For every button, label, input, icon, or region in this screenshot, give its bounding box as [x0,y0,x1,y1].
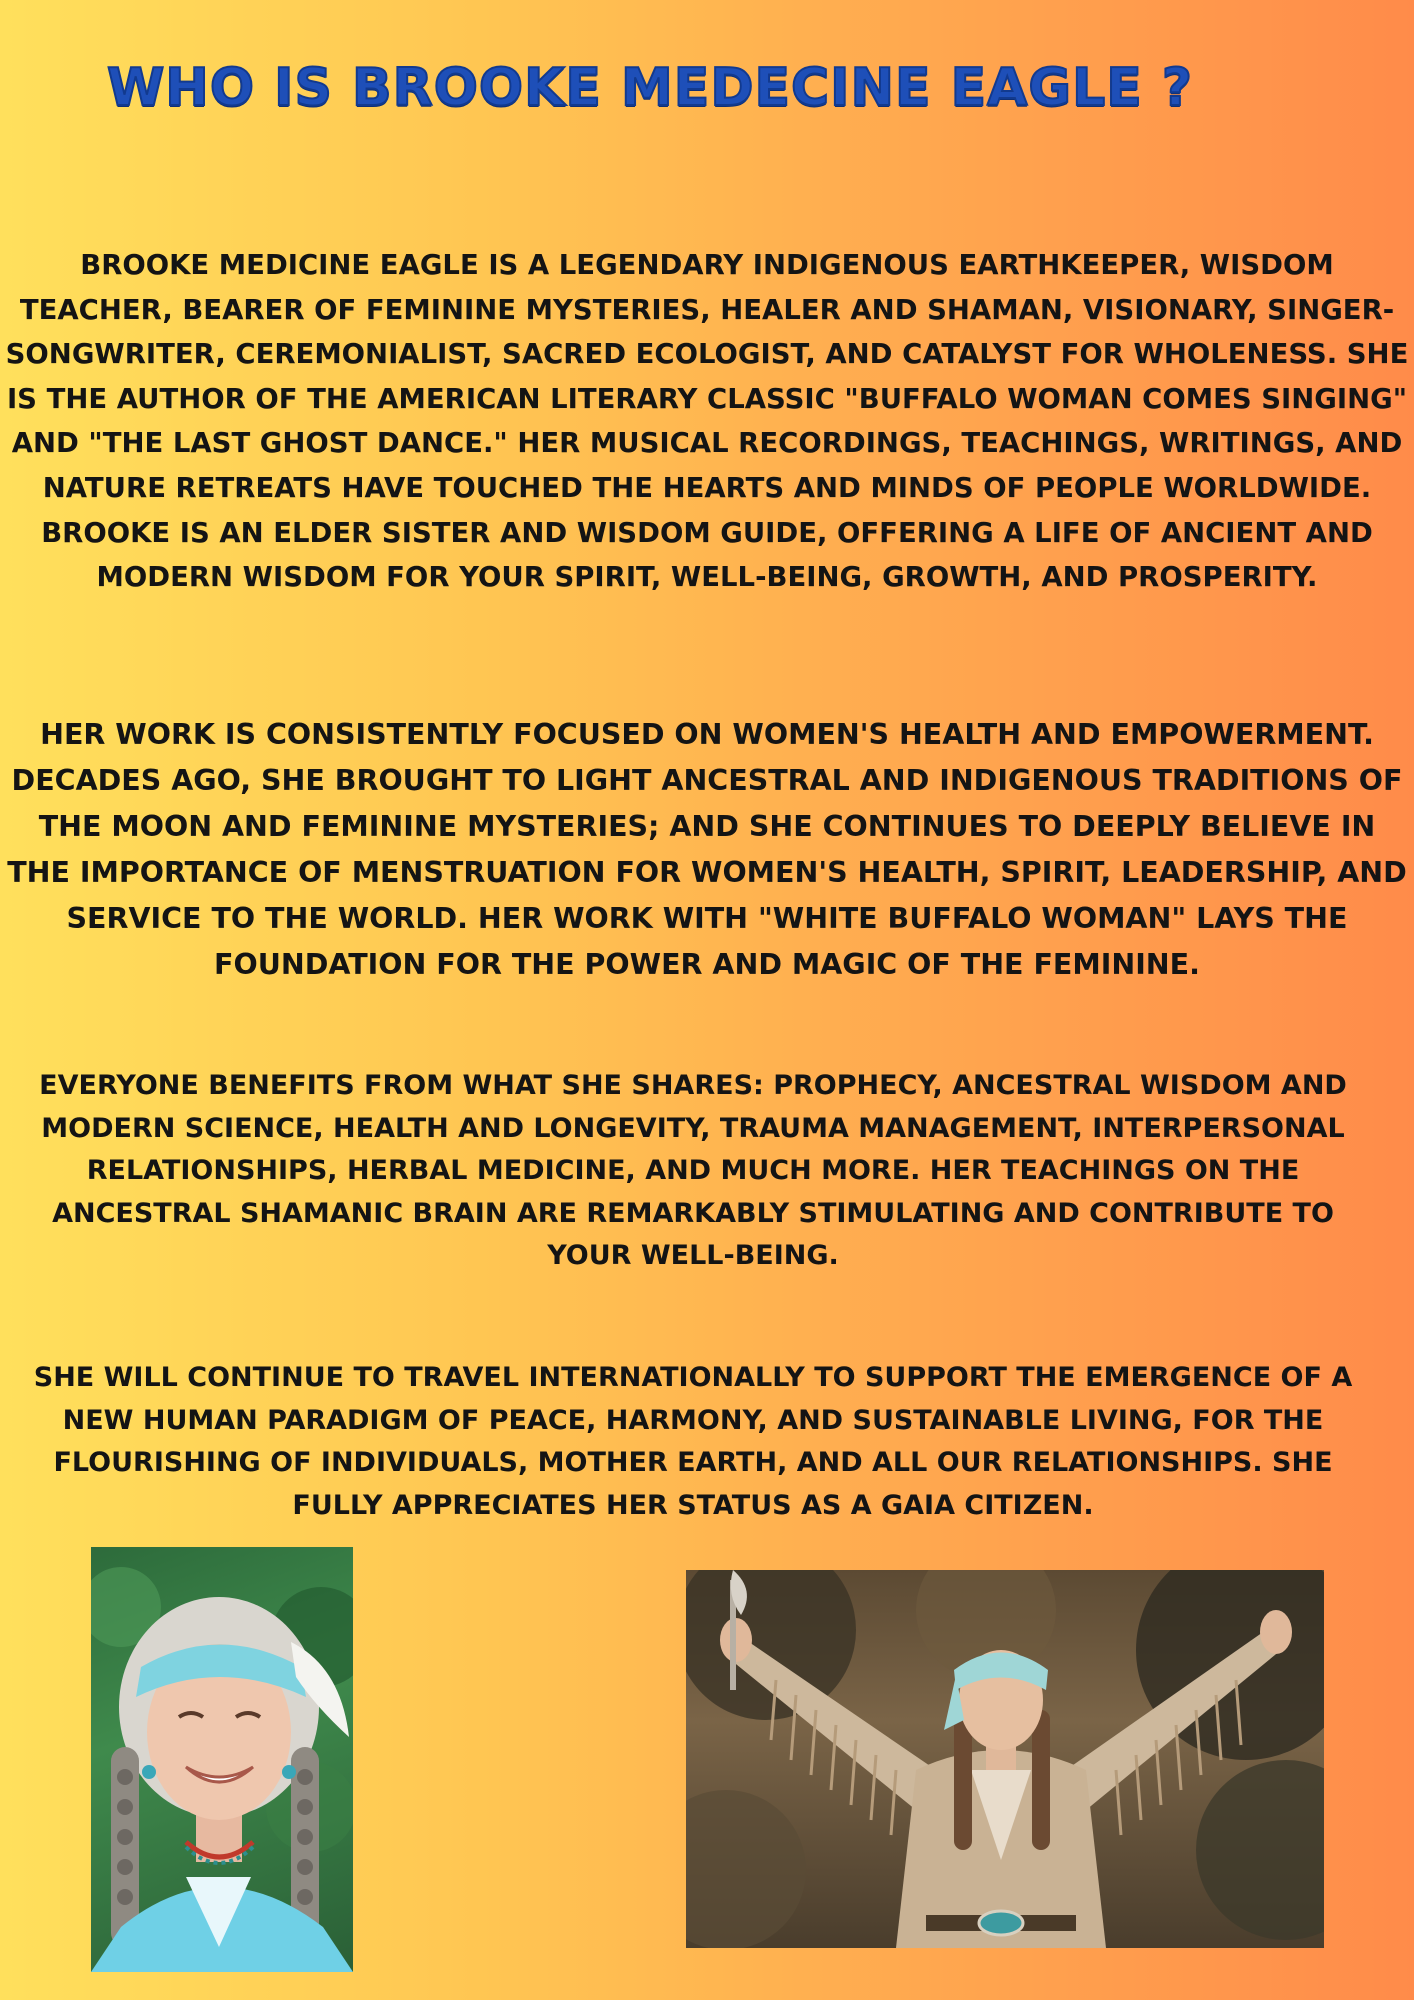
bio-paragraph-teachings: EVERYONE BENEFITS FROM WHAT SHE SHARES: PROPHECY, ANCESTRAL WISDOM AND MODERN SCIENCE, HEALTH AND LONGEVITY, TRAUMA MANAGEMENT, INTERPERSONAL RELATIONSHIPS, HERBAL MEDICINE, AND MUCH MORE. HER TEACHINGS ON THE ANCESTRAL SHAMANIC BRAIN ARE REMARKABLY STIMULATING AND CONTRIBUTE TO YOUR WELL-BEING. [39,1070,1347,1271]
ceremony-photo [686,1570,1324,1948]
portrait-illustration [91,1547,353,1972]
bio-paragraph-travel: SHE WILL CONTINUE TO TRAVEL INTERNATIONALLY TO SUPPORT THE EMERGENCE OF A NEW HUMAN PARADIGM OF PEACE, HARMONY, AND SUSTAINABLE LIVING, FOR THE FLOURISHING OF INDIVIDUALS, MOTHER EARTH, AND ALL OUR RELATIONSHIPS. SHE FULLY APPRECIATES HER STATUS AS A GAIA CITIZEN. [33,1362,1353,1521]
ceremony-illustration [686,1570,1324,1948]
bio-paragraph-womens-health: HER WORK IS CONSISTENTLY FOCUSED ON WOMEN'S HEALTH AND EMPOWERMENT. DECADES AGO, SHE BROUGHT TO LIGHT ANCESTRAL AND INDIGENOUS TRADITIONS OF THE MOON AND FEMININE MYSTERIES; AND SHE CONTINUES TO DEEPLY BELIEVE IN THE IMPORTANCE OF MENSTRUATION FOR WOMEN'S HEALTH, SPIRIT, LEADERSHIP, AND SERVICE TO THE WORLD. HER WORK WITH "WHITE BUFFALO WOMAN" LAYS THE FOUNDATION FOR THE POWER AND MAGIC OF THE FEMININE. [7,718,1407,981]
bio-paragraph-intro: BROOKE MEDICINE EAGLE IS A LEGENDARY INDIGENOUS EARTHKEEPER, WISDOM TEACHER, BEARER OF FEMININE MYSTERIES, HEALER AND SHAMAN, VISIONARY, SINGER-SONGWRITER, CEREMONIALIST, SACRED ECOLOGIST, AND CATALYST FOR WHOLENESS. SHE IS THE AUTHOR OF THE AMERICAN LITERARY CLASSIC "BUFFALO WOMAN COMES SINGING" AND "THE LAST GHOST DANCE." HER MUSICAL RECORDINGS, TEACHINGS, WRITINGS, AND NATURE RETREATS HAVE TOUCHED THE HEARTS AND MINDS OF PEOPLE WORLDWIDE. BROOKE IS AN ELDER SISTER AND WISDOM GUIDE, OFFERING A LIFE OF ANCIENT AND MODERN WISDOM FOR YOUR SPIRIT, WELL-BEING, GROWTH, AND PROSPERITY. [5,249,1409,594]
page-title: WHO IS BROOKE MEDECINE EAGLE ? [106,58,1194,118]
portrait-photo [91,1547,353,1972]
